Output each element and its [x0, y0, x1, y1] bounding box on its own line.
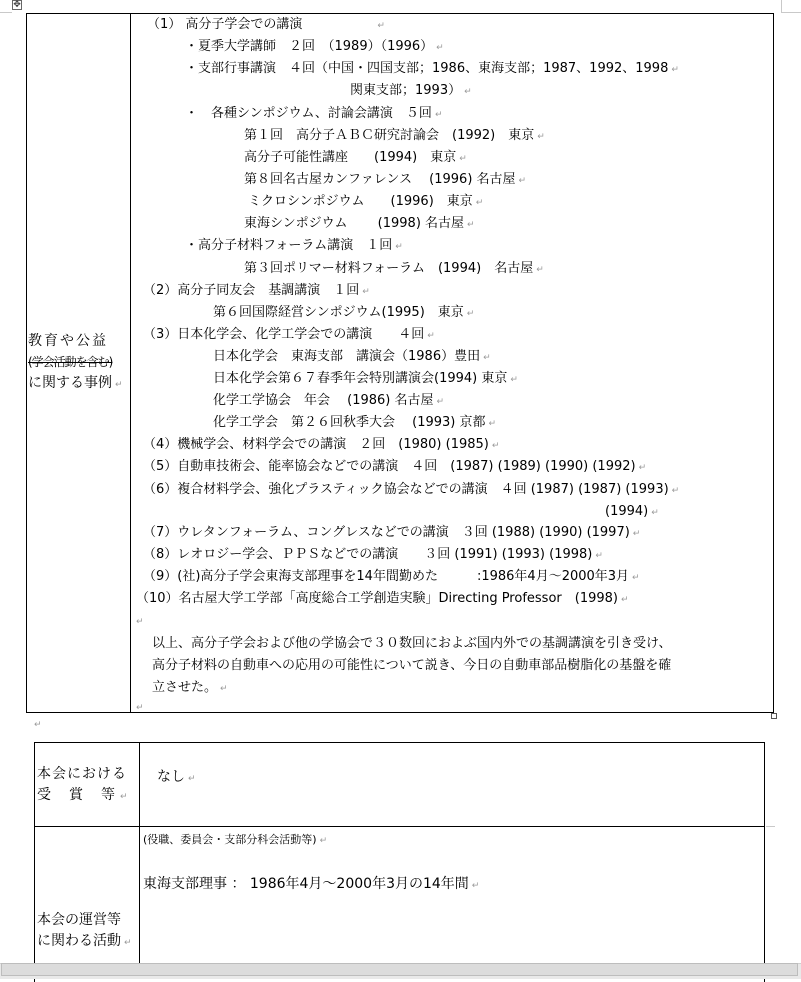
list-item-text: ・高分子材料フォーラム講演 １回	[185, 238, 393, 253]
list-item-text: 高分子可能性講座 (1994) 東京	[244, 150, 457, 165]
list-item-text: （7）ウレタンフォーラム、コングレスなどでの講演 ３回 (1988) (1990) (1997)	[143, 525, 630, 540]
activity-note	[143, 831, 327, 847]
list-item-text: 第１回 高分子ＡＢＣ研究討論会 (1992) 東京	[244, 128, 535, 143]
operations-label-line1: 本会の運営等	[37, 912, 121, 928]
return-mark: ↵	[595, 551, 603, 561]
list-item	[143, 457, 646, 478]
return-mark: ↵	[34, 720, 42, 730]
list-item	[244, 214, 475, 235]
activity-label-line2: (学会活動を含む)	[28, 355, 113, 369]
awards-label	[37, 764, 139, 808]
list-item	[143, 480, 679, 501]
return-mark: ↵	[467, 220, 475, 230]
summary-text: 立させた。	[152, 680, 218, 695]
list-item	[244, 259, 544, 280]
return-mark: ↵	[220, 684, 228, 694]
society-table	[34, 742, 765, 982]
list-item	[213, 303, 474, 324]
list-item	[147, 15, 385, 36]
list-item	[213, 413, 496, 434]
return-mark: ↵	[120, 792, 128, 802]
return-mark: ↵	[510, 375, 518, 385]
list-item-text: （10）名古屋大学工学部「高度総合工学創造実験」Directing Professor (1998)	[136, 591, 618, 606]
list-item	[143, 523, 640, 544]
list-item	[185, 37, 444, 58]
return-mark: ↵	[136, 617, 144, 627]
list-item	[185, 59, 679, 80]
return-mark: ↵	[362, 287, 370, 297]
margin-corner-mark	[0, 12, 12, 13]
empty-paragraph	[136, 697, 144, 718]
list-item-text: ・夏季大学講師 ２回 （1989）（1996）	[185, 39, 434, 54]
activity-label-line3-text: に関する事例	[28, 375, 112, 391]
list-item-text: 第３回ポリマー材料フォーラム (1994) 名古屋	[244, 261, 534, 276]
return-mark: ↵	[671, 486, 680, 496]
activity-label-line3	[28, 373, 130, 396]
paragraph-mark	[34, 716, 42, 731]
list-item	[213, 391, 444, 412]
list-item	[143, 545, 603, 566]
return-mark: ↵	[436, 43, 444, 53]
operations-label	[37, 910, 139, 954]
awards-label-line1: 本会における	[37, 766, 127, 782]
list-item-text: 第８回名古屋カンファレンス (1996) 名古屋	[244, 172, 516, 187]
list-item	[213, 369, 518, 390]
list-item-text: （1） 高分子学会での講演	[147, 17, 303, 32]
summary-line	[152, 678, 228, 699]
list-item-text: （5）自動車技術会、能率協会などでの講演 ４回 (1987) (1989) (1990) (1992)	[143, 459, 636, 474]
return-mark: ↵	[491, 441, 500, 451]
list-item	[213, 347, 491, 368]
horizontal-scrollbar-thumb[interactable]	[1, 963, 798, 976]
margin-corner-mark-right	[781, 12, 801, 13]
return-mark: ↵	[466, 309, 475, 319]
list-item-text: 日本化学会第６７春季年会特別講演会(1994) 東京	[213, 371, 508, 386]
return-mark: ↵	[436, 397, 445, 407]
return-mark: ↵	[620, 595, 629, 605]
list-item	[350, 81, 472, 102]
list-item	[248, 192, 483, 213]
return-mark: ↵	[319, 836, 328, 846]
list-item-text: 第６回国際経営シンポジウム(1995) 東京	[213, 305, 464, 320]
society-table-divider	[139, 742, 140, 978]
table-resize-handle[interactable]	[771, 713, 777, 719]
awards-value-text: なし	[157, 769, 185, 785]
list-item	[136, 589, 629, 610]
list-item-text: (1994)	[605, 504, 649, 519]
activity-label-line1: 教育や公益	[28, 333, 108, 349]
list-item	[605, 502, 659, 523]
list-item-text: （4）機械学会、材料学会での講演 ２回 (1980) (1985)	[143, 437, 489, 452]
operations-label-line2	[37, 931, 139, 954]
list-item-text: （9）(社)高分子学会東海支部理事を14年間勤めた :1986年4月～2000年3月	[143, 569, 630, 584]
return-mark: ↵	[671, 65, 679, 75]
summary-line	[152, 634, 671, 654]
list-item-text: （3）日本化学会、化学工学会での講演 ４回	[143, 327, 425, 342]
return-mark: ↵	[632, 529, 641, 539]
list-item-text: ミクロシンポジウム (1996) 東京	[248, 194, 473, 209]
list-item-text: （6）複合材料学会、強化プラスティック協会などでの講演 ４回 (1987) (1987) (1993)	[143, 482, 669, 497]
activity-note-text: (役職、委員会・支部分科会活動等)	[143, 833, 317, 846]
return-mark: ↵	[136, 703, 144, 713]
awards-label-line2	[37, 785, 139, 808]
summary-line	[152, 656, 671, 676]
return-mark: ↵	[434, 110, 443, 120]
return-mark: ↵	[377, 21, 385, 31]
list-item	[185, 236, 403, 257]
list-item	[143, 281, 370, 302]
list-item-text: 化学工学協会 年会 (1986) 名古屋	[213, 393, 434, 408]
list-item-text: ・ 各種シンポジウム、討論会講演 ５回	[185, 106, 432, 121]
margin-corner-mark-right-v	[781, 0, 782, 12]
list-item	[244, 126, 545, 147]
return-mark: ↵	[483, 353, 491, 363]
list-item-text: 日本化学会 東海支部 講演会（1986）豊田	[213, 349, 481, 364]
operations-value-text: 東海支部理事 ： 1986年4月～2000年3月の14年間	[143, 876, 469, 892]
return-mark: ↵	[124, 938, 132, 948]
list-item	[185, 104, 442, 125]
awards-label-line2-text: 受 賞 等	[37, 787, 117, 803]
return-mark: ↵	[459, 154, 467, 164]
list-item-text: 化学工学会 第２６回秋季大会 (1993) 京都	[213, 415, 486, 430]
return-mark: ↵	[518, 176, 527, 186]
return-mark: ↵	[638, 463, 647, 473]
summary-text: 以上、高分子学会および他の学協会で３０数回におよぶ国内外での基調講演を引き受け、	[152, 636, 672, 651]
summary-text: 高分子材料の自動車への応用の可能性について説き、今日の自動車部品樹脂化の基盤を確	[152, 658, 672, 673]
list-item-text: ・支部行事講演 ４回（中国・四国支部；1986、東海支部；1987、1992、1998	[185, 61, 669, 76]
return-mark: ↵	[427, 331, 435, 341]
row-end-mark	[766, 826, 775, 827]
return-mark: ↵	[536, 265, 544, 275]
activity-table-divider	[130, 13, 131, 713]
operations-value	[143, 873, 479, 893]
return-mark: ↵	[488, 419, 497, 429]
return-mark: ↵	[471, 881, 480, 891]
return-mark: ↵	[188, 774, 196, 784]
list-item	[244, 170, 526, 191]
return-mark: ↵	[651, 508, 659, 518]
operations-label-line2-text: に関わる活動	[37, 933, 121, 949]
activity-label	[28, 331, 130, 396]
list-item	[143, 435, 499, 456]
society-table-row-divider	[34, 826, 765, 827]
list-item	[244, 148, 467, 169]
list-item-text: 関東支部；1993）	[350, 83, 462, 98]
return-mark: ↵	[115, 380, 123, 390]
list-item	[143, 325, 435, 346]
return-mark: ↵	[632, 573, 640, 583]
list-item-text: 東海シンポジウム (1998) 名古屋	[244, 216, 465, 231]
list-item	[143, 567, 640, 588]
return-mark: ↵	[395, 242, 403, 252]
table-move-handle[interactable]: ✥	[13, 0, 21, 10]
return-mark: ↵	[464, 87, 472, 97]
return-mark: ↵	[475, 198, 484, 208]
awards-value	[157, 766, 196, 786]
return-mark: ↵	[537, 132, 545, 142]
list-item-text: （2）高分子同友会 基調講演 １回	[143, 283, 360, 298]
list-item-text: （8）レオロジー学会、ＰＰＳなどでの講演 ３回 (1991) (1993) (1998)	[143, 547, 593, 562]
empty-paragraph	[136, 611, 144, 632]
